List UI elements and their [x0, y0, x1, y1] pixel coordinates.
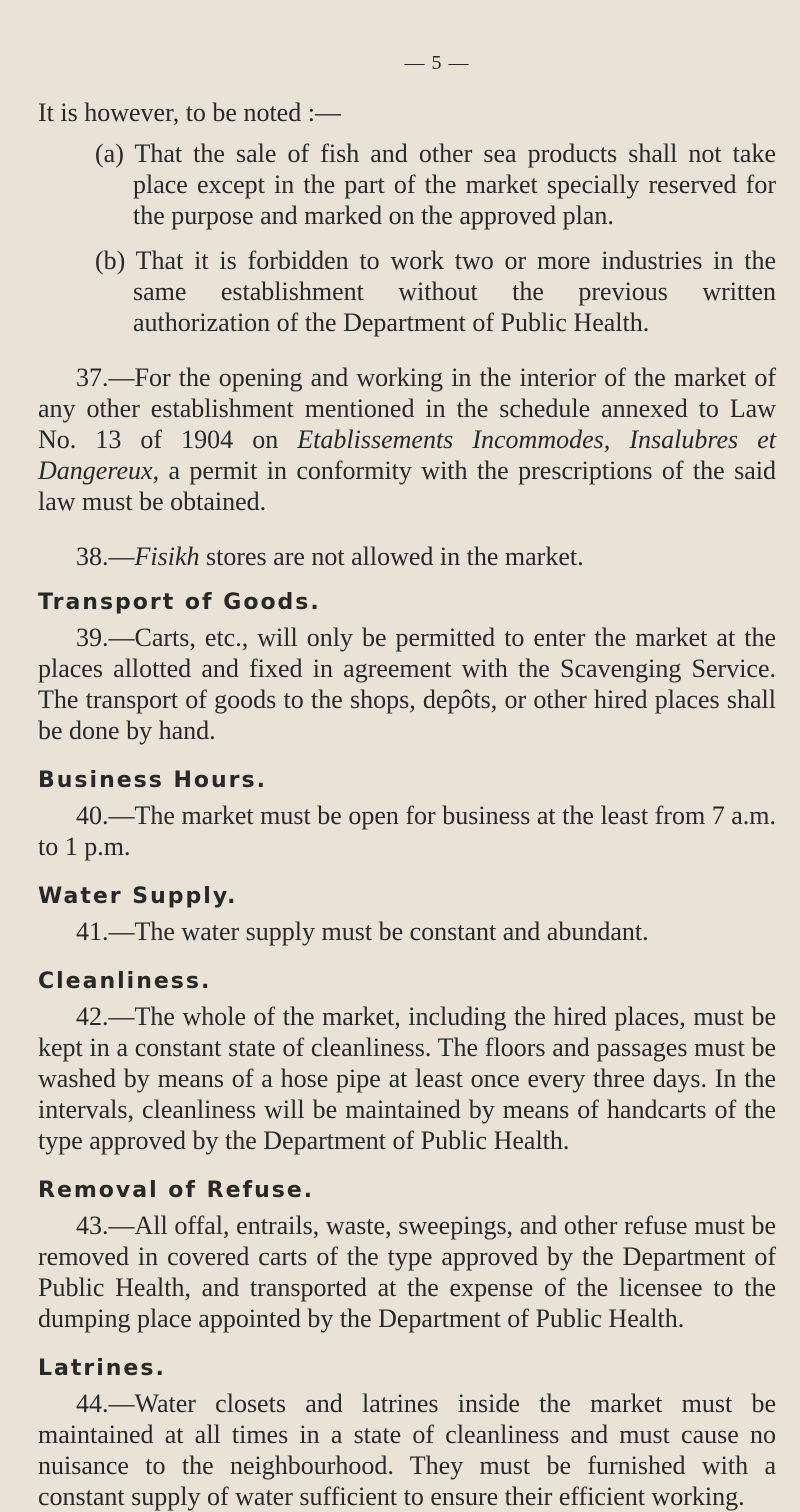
article-37-text-end: , a permit in conformity with the prescriptions of the said law must be obtained. — [38, 456, 776, 516]
heading-water-supply: Water Supply. — [38, 884, 238, 909]
clause-a: (a) That the sale of fish and other sea products shall not take place except in the part of the market specially reserved for the purpose and marked on the approved plan. — [95, 139, 776, 230]
heading-latrines: Latrines. — [38, 1356, 166, 1381]
page-number: — 5 — — [404, 52, 470, 74]
article-37-italic: Etablissements Incommodes, Insalubres et Dangereux — [38, 425, 776, 485]
article-38-italic: Fisikh — [134, 542, 200, 571]
article-37 — [38, 362, 776, 517]
heading-removal-of-refuse: Removal of Refuse. — [38, 1178, 315, 1203]
intro-line: It is however, to be noted :— — [38, 98, 341, 127]
clause-b: (b) That it is forbidden to work two or more industries in the same establishment without the previous written authorization of the Department of Public Health. — [95, 246, 776, 337]
article-42: 42.—The whole of the market, including the hired places, must be kept in a constant state of cleanliness. The floors and passages must be washed by means of a hose pipe at least once every three days. In the intervals, cleanliness will be maintained by means of handcarts of the type approved by the Department of Public Health. — [38, 1002, 776, 1155]
article-40: 40.—The market must be open for business at the least from 7 a.m. to 1 p.m. — [38, 801, 776, 861]
heading-business-hours: Business Hours. — [38, 768, 267, 793]
article-38 — [38, 541, 776, 572]
heading-cleanliness: Cleanliness. — [38, 969, 212, 994]
article-43: 43.—All offal, entrails, waste, sweepings, and other refuse must be removed in covered carts of the type approved by the Department of Public Health, and transported at the expense of the licensee to the dumping place appointed by the Department of Public Health. — [38, 1211, 776, 1333]
article-41: 41.—The water supply must be constant and abundant. — [76, 917, 649, 946]
article-38-text: stores are not allowed in the market. — [199, 542, 584, 571]
article-39: 39.—Carts, etc., will only be permitted to enter the market at the places allotted and fixed in agreement with the Scavenging Service. The transport of goods to the shops, depôts, or other hired places shall be done by hand. — [38, 623, 776, 745]
heading-transport: Transport of Goods. — [38, 590, 321, 615]
article-38-number: 38.— — [76, 542, 135, 571]
article-44: 44.—Water closets and latrines inside the market must be maintained at all times in a state of cleanliness and must cause no nuisance to the neighbourhood. They must be furnished with a constant supply of water sufficient to ensure their efficient working. — [38, 1389, 776, 1511]
article-37-text: 37.—For the opening and working in the interior of the market of any other establishment mentioned in the schedule annexed to Law No. 13 of 1904 on — [38, 363, 776, 454]
